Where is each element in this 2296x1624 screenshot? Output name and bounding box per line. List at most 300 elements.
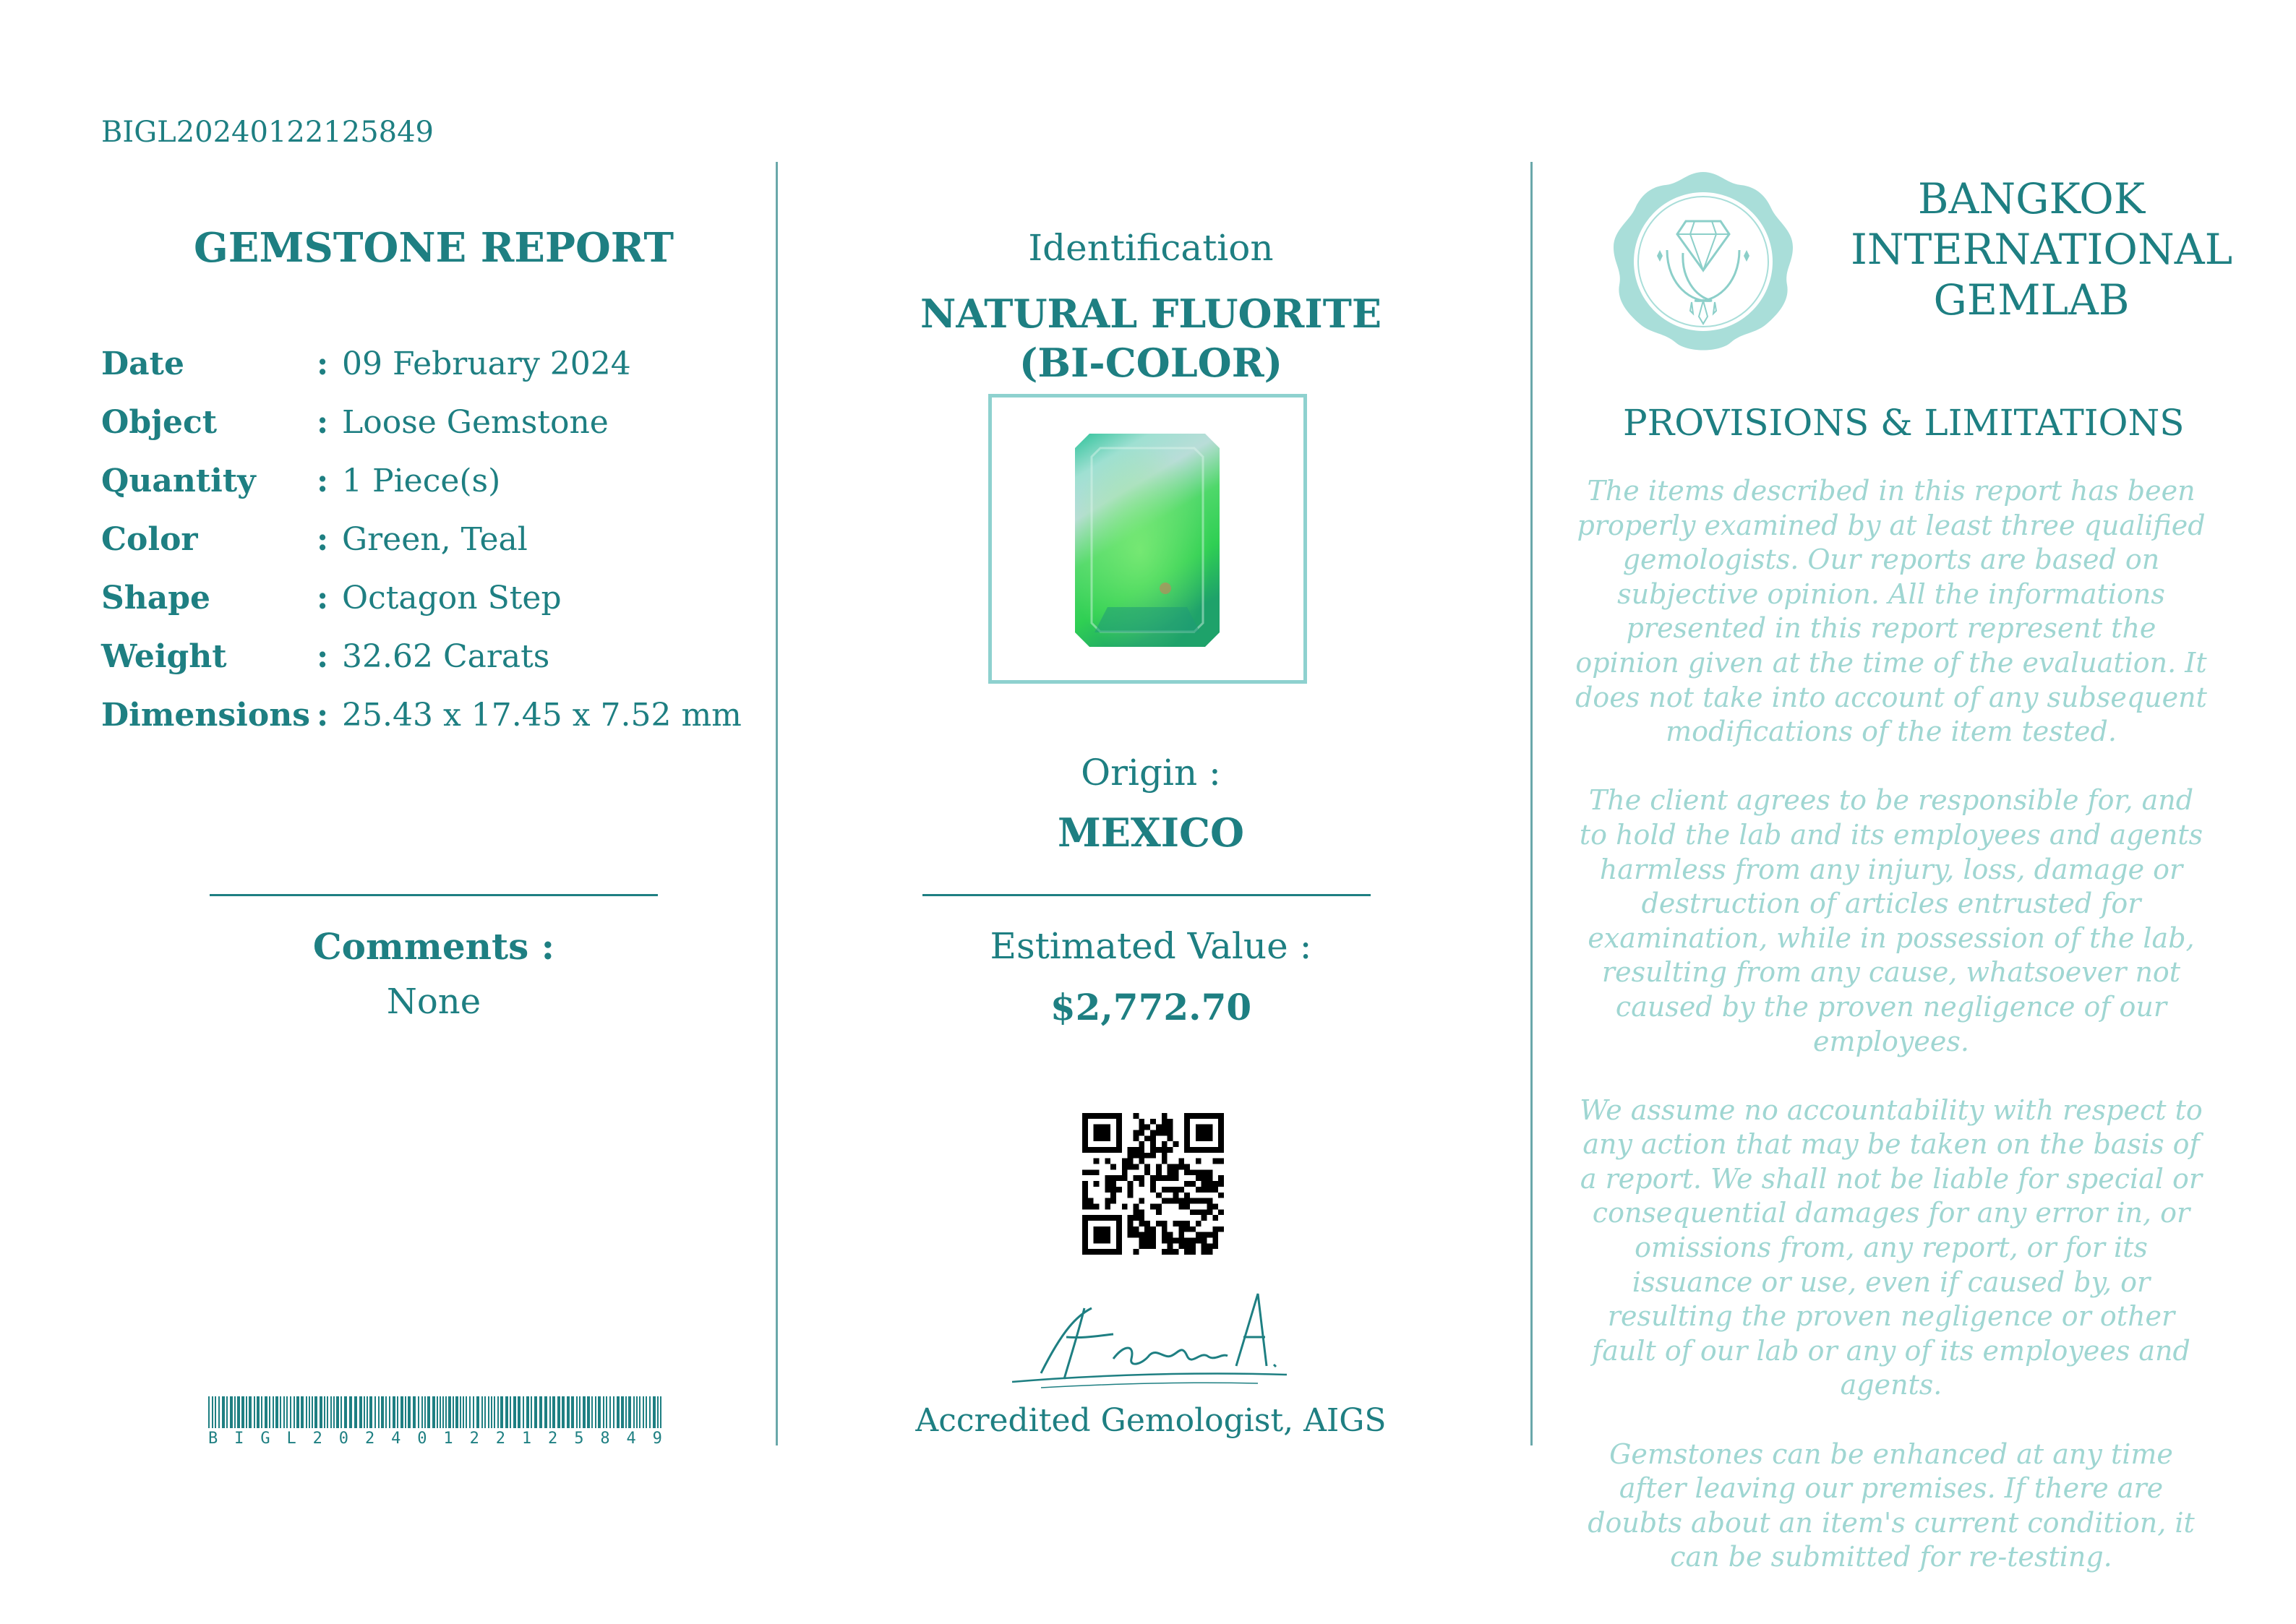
provisions-paragraph: The client agrees to be responsible for, and to hold the lab and its employees and agents harmless from any injury, loss, damage or destruction of articles entrusted for examination, while in possession of the lab, resulting from any cause, whatsoever not caused by the proven negligence of our employees. xyxy=(1579,784,2203,1057)
qr-module xyxy=(1207,1181,1212,1187)
qr-module xyxy=(1134,1130,1139,1136)
qr-module xyxy=(1173,1193,1178,1198)
qr-module xyxy=(1212,1203,1218,1209)
detail-value: 32.62 Carats xyxy=(342,638,550,675)
qr-module xyxy=(1207,1232,1212,1238)
qr-module xyxy=(1196,1232,1201,1238)
qr-module xyxy=(1110,1193,1116,1198)
barcode-char: 2 xyxy=(364,1430,375,1448)
qr-module xyxy=(1168,1175,1173,1181)
qr-module xyxy=(1144,1237,1150,1243)
qr-module xyxy=(1116,1237,1122,1243)
barcode-bar xyxy=(273,1396,274,1428)
qr-module xyxy=(1168,1164,1173,1170)
qr-module xyxy=(1178,1221,1184,1226)
lab-name-line-2: INTERNATIONAL xyxy=(1851,225,2233,274)
barcode-char: 1 xyxy=(443,1430,453,1448)
qr-module xyxy=(1218,1125,1224,1130)
qr-module xyxy=(1168,1198,1173,1204)
detail-label: Quantity xyxy=(101,463,256,499)
barcode-bar xyxy=(549,1396,551,1428)
qr-module xyxy=(1116,1113,1122,1119)
qr-module xyxy=(1190,1249,1196,1255)
barcode-bar xyxy=(571,1396,574,1428)
lab-name-line-3: GEMLAB xyxy=(1933,275,2130,325)
barcode-bar xyxy=(314,1396,317,1428)
qr-module xyxy=(1168,1232,1173,1238)
barcode-bar xyxy=(437,1396,438,1428)
barcode-bar xyxy=(453,1396,454,1428)
qr-module xyxy=(1082,1232,1088,1238)
qr-module xyxy=(1094,1125,1100,1130)
gemstone-image xyxy=(992,398,1303,680)
qr-module xyxy=(1128,1221,1134,1226)
barcode-bar xyxy=(301,1396,304,1428)
qr-module xyxy=(1110,1181,1116,1187)
qr-module xyxy=(1150,1147,1156,1153)
qr-module xyxy=(1134,1135,1139,1141)
qr-module xyxy=(1128,1153,1134,1159)
qr-module xyxy=(1162,1159,1168,1164)
qr-module xyxy=(1156,1209,1162,1215)
barcode-bar xyxy=(333,1396,335,1428)
qr-module xyxy=(1139,1119,1144,1125)
qr-module xyxy=(1178,1198,1184,1204)
qr-module xyxy=(1139,1141,1144,1147)
qr-module xyxy=(1116,1232,1122,1238)
qr-module xyxy=(1082,1147,1088,1153)
qr-module xyxy=(1122,1175,1128,1181)
barcode-bar xyxy=(324,1396,325,1428)
barcode-caption xyxy=(208,1430,662,1448)
qr-module xyxy=(1150,1237,1156,1243)
barcode-bar xyxy=(591,1396,593,1428)
qr-module xyxy=(1201,1187,1207,1193)
qr-module xyxy=(1178,1164,1184,1170)
qr-module xyxy=(1168,1147,1173,1153)
origin-label: Origin : xyxy=(1081,752,1221,794)
qr-module xyxy=(1178,1232,1184,1238)
qr-module xyxy=(1201,1209,1207,1215)
barcode-bar xyxy=(249,1396,252,1428)
qr-module xyxy=(1190,1243,1196,1249)
qr-module xyxy=(1094,1181,1100,1187)
qr-module xyxy=(1094,1147,1100,1153)
qr-module xyxy=(1128,1159,1134,1164)
qr-module xyxy=(1162,1221,1168,1226)
qr-module xyxy=(1173,1169,1178,1175)
barcode-bar xyxy=(296,1396,299,1428)
qr-module xyxy=(1150,1187,1156,1193)
qr-module xyxy=(1178,1243,1184,1249)
barcode-bar xyxy=(369,1396,372,1428)
qr-module xyxy=(1218,1226,1224,1232)
barcode-bar xyxy=(340,1396,342,1428)
qr-module xyxy=(1150,1135,1156,1141)
qr-module xyxy=(1082,1125,1088,1130)
qr-module xyxy=(1212,1232,1218,1238)
barcode-bar xyxy=(294,1396,295,1428)
lab-name xyxy=(1851,173,2233,325)
barcode-bar xyxy=(349,1396,352,1428)
qr-module xyxy=(1190,1181,1196,1187)
qr-module xyxy=(1168,1130,1173,1136)
barcode-char: 4 xyxy=(391,1430,401,1448)
qr-module xyxy=(1190,1209,1196,1215)
detail-colon: : xyxy=(317,638,329,675)
barcode-bar xyxy=(653,1396,656,1428)
qr-module xyxy=(1162,1113,1168,1119)
qr-module xyxy=(1212,1187,1218,1193)
qr-module xyxy=(1139,1243,1144,1249)
qr-module xyxy=(1139,1221,1144,1226)
barcode-bar xyxy=(613,1396,614,1428)
provisions-text xyxy=(1573,474,2209,1610)
qr-module xyxy=(1105,1113,1110,1119)
barcode-bar xyxy=(413,1396,416,1428)
qr-module xyxy=(1184,1125,1190,1130)
qr-module xyxy=(1150,1203,1156,1209)
barcode-bar xyxy=(265,1396,267,1428)
barcode-bar xyxy=(526,1396,529,1428)
barcode-bar xyxy=(222,1396,225,1428)
qr-module xyxy=(1139,1209,1144,1215)
qr-module xyxy=(1082,1181,1088,1187)
detail-colon: : xyxy=(317,404,329,441)
qr-module xyxy=(1168,1135,1173,1141)
qr-module xyxy=(1212,1226,1218,1232)
barcode-bar xyxy=(539,1396,542,1428)
qr-module xyxy=(1139,1175,1144,1181)
detail-value: Loose Gemstone xyxy=(342,404,609,441)
qr-module xyxy=(1156,1221,1162,1226)
qr-module xyxy=(1110,1164,1116,1170)
comments-value: None xyxy=(386,981,481,1022)
qr-module xyxy=(1190,1226,1196,1232)
barcode-char: 2 xyxy=(312,1430,322,1448)
barcode-char: 5 xyxy=(574,1430,584,1448)
report-title: GEMSTONE REPORT xyxy=(193,224,674,272)
qr-module xyxy=(1184,1164,1190,1170)
qr-module xyxy=(1134,1226,1139,1232)
qr-module xyxy=(1184,1113,1190,1119)
barcode-bar xyxy=(389,1396,390,1428)
estimated-value-amount: $2,772.70 xyxy=(1050,986,1252,1028)
detail-colon: : xyxy=(317,521,329,558)
barcode-char: 9 xyxy=(652,1430,662,1448)
barcode-bar xyxy=(364,1396,365,1428)
qr-module xyxy=(1184,1141,1190,1147)
qr-module xyxy=(1207,1187,1212,1193)
qr-module xyxy=(1082,1135,1088,1141)
qr-module xyxy=(1184,1181,1190,1187)
qr-module xyxy=(1184,1198,1190,1204)
barcode-char: 8 xyxy=(600,1430,610,1448)
qr-module xyxy=(1190,1169,1196,1175)
comments-label: Comments : xyxy=(312,925,555,968)
barcode-bar xyxy=(595,1396,596,1428)
qr-module xyxy=(1088,1215,1094,1221)
barcode-bar xyxy=(660,1396,661,1428)
qr-module xyxy=(1162,1187,1168,1193)
qr-module xyxy=(1196,1169,1201,1175)
qr-module xyxy=(1212,1113,1218,1119)
qr-module xyxy=(1218,1209,1224,1215)
qr-module xyxy=(1168,1187,1173,1193)
qr-module xyxy=(1156,1175,1162,1181)
qr-module xyxy=(1150,1226,1156,1232)
barcode-bar xyxy=(336,1396,339,1428)
qr-module xyxy=(1116,1125,1122,1130)
provisions-paragraph: Gemstones can be enhanced at any time after leaving our premises. If there are doubts about an item's current condition, it can be submitted for re-testing. xyxy=(1588,1438,2195,1573)
qr-module xyxy=(1144,1153,1150,1159)
barcode-bar xyxy=(237,1396,240,1428)
qr-module xyxy=(1150,1153,1156,1159)
qr-module xyxy=(1134,1203,1139,1209)
barcode-bar xyxy=(312,1396,313,1428)
barcode-bar xyxy=(275,1396,278,1428)
qr-module xyxy=(1201,1175,1207,1181)
barcode-bar xyxy=(646,1396,647,1428)
detail-colon: : xyxy=(317,580,329,616)
qr-module xyxy=(1201,1169,1207,1175)
qr-module xyxy=(1156,1169,1162,1175)
barcode-bar xyxy=(405,1396,406,1428)
qr-module xyxy=(1162,1175,1168,1181)
qr-module xyxy=(1105,1135,1110,1141)
qr-module xyxy=(1082,1169,1088,1175)
qr-module xyxy=(1082,1226,1088,1232)
qr-module xyxy=(1116,1187,1122,1193)
barcode-bar xyxy=(254,1396,255,1428)
qr-module xyxy=(1150,1181,1156,1187)
barcode-bar xyxy=(488,1396,489,1428)
qr-module xyxy=(1139,1232,1144,1238)
qr-module xyxy=(1094,1203,1100,1209)
barcode-bar xyxy=(327,1396,328,1428)
barcode-bar xyxy=(639,1396,641,1428)
barcode-bar xyxy=(469,1396,471,1428)
qr-module xyxy=(1110,1187,1116,1193)
qr-module xyxy=(1196,1237,1201,1243)
qr-module xyxy=(1094,1130,1100,1136)
qr-module xyxy=(1105,1198,1110,1204)
barcode-bar xyxy=(463,1396,464,1428)
barcode-bar xyxy=(497,1396,499,1428)
qr-module xyxy=(1218,1113,1224,1119)
barcode-bar xyxy=(657,1396,659,1428)
qr-module xyxy=(1168,1125,1173,1130)
detail-value: 25.43 x 17.45 x 7.52 mm xyxy=(342,697,742,734)
barcode-char: G xyxy=(260,1430,270,1448)
qr-module xyxy=(1100,1135,1105,1141)
qr-module xyxy=(1128,1215,1134,1221)
identification-label: Identification xyxy=(1028,227,1274,269)
qr-module xyxy=(1184,1203,1190,1209)
barcode-bar xyxy=(408,1396,411,1428)
qr-module xyxy=(1201,1130,1207,1136)
barcode-bar xyxy=(344,1396,347,1428)
qr-module xyxy=(1144,1221,1150,1226)
qr-module xyxy=(1190,1237,1196,1243)
barcode-bar xyxy=(609,1396,611,1428)
barcode-bar xyxy=(455,1396,458,1428)
barcode-bar xyxy=(481,1396,483,1428)
qr-module xyxy=(1168,1243,1173,1249)
qr-module xyxy=(1105,1249,1110,1255)
qr-module xyxy=(1201,1215,1207,1221)
barcode-bar xyxy=(587,1396,590,1428)
barcode-bar xyxy=(269,1396,270,1428)
qr-module xyxy=(1139,1130,1144,1136)
qr-module xyxy=(1082,1119,1088,1125)
barcode-bar xyxy=(523,1396,524,1428)
barcode-bar xyxy=(306,1396,307,1428)
qr-module xyxy=(1116,1135,1122,1141)
qr-module xyxy=(1122,1169,1128,1175)
qr-module xyxy=(1173,1237,1178,1243)
qr-module xyxy=(1201,1237,1207,1243)
qr-module xyxy=(1082,1243,1088,1249)
qr-module xyxy=(1110,1249,1116,1255)
signature-caption: Accredited Gemologist, AIGS xyxy=(915,1402,1387,1439)
qr-module xyxy=(1116,1119,1122,1125)
qr-module xyxy=(1218,1193,1224,1198)
qr-module xyxy=(1134,1215,1139,1221)
detail-label: Weight xyxy=(101,638,227,675)
barcode-bar xyxy=(442,1396,444,1428)
barcode-char: L xyxy=(286,1430,296,1448)
qr-module xyxy=(1184,1130,1190,1136)
qr-module xyxy=(1196,1135,1201,1141)
qr-module xyxy=(1082,1141,1088,1147)
qr-module xyxy=(1150,1130,1156,1136)
qr-module xyxy=(1173,1198,1178,1204)
qr-module xyxy=(1139,1198,1144,1204)
qr-module xyxy=(1162,1249,1168,1255)
qr-module xyxy=(1144,1243,1150,1249)
qr-module xyxy=(1190,1147,1196,1153)
qr-module xyxy=(1094,1249,1100,1255)
qr-module xyxy=(1178,1226,1184,1232)
value-divider xyxy=(922,894,1371,896)
qr-module xyxy=(1184,1169,1190,1175)
qr-module xyxy=(1201,1147,1207,1153)
qr-module xyxy=(1100,1226,1105,1232)
qr-module xyxy=(1144,1125,1150,1130)
qr-module xyxy=(1134,1153,1139,1159)
barcode-bar xyxy=(424,1396,426,1428)
qr-module xyxy=(1094,1215,1100,1221)
identification-line-1: NATURAL FLUORITE xyxy=(920,291,1382,337)
qr-module xyxy=(1105,1130,1110,1136)
barcode-bar xyxy=(466,1396,467,1428)
qr-module xyxy=(1116,1130,1122,1136)
qr-module xyxy=(1184,1237,1190,1243)
qr-module xyxy=(1173,1187,1178,1193)
barcode-bar xyxy=(500,1396,503,1428)
barcode-bar xyxy=(385,1396,387,1428)
estimated-value-label: Estimated Value : xyxy=(990,925,1312,967)
qr-module xyxy=(1082,1187,1088,1193)
qr-module xyxy=(1082,1198,1088,1204)
barcode-bar xyxy=(330,1396,332,1428)
barcode-bar xyxy=(603,1396,604,1428)
detail-value: Green, Teal xyxy=(342,521,528,558)
identification-name xyxy=(826,289,1476,387)
barcode-bar xyxy=(534,1396,537,1428)
barcode-bar xyxy=(421,1396,423,1428)
qr-module xyxy=(1212,1181,1218,1187)
barcode-bar xyxy=(598,1396,601,1428)
qr-module xyxy=(1207,1147,1212,1153)
barcode-bar xyxy=(354,1396,357,1428)
qr-module xyxy=(1196,1209,1201,1215)
qr-module xyxy=(1116,1141,1122,1147)
qr-module xyxy=(1196,1187,1201,1193)
detail-colon: : xyxy=(317,345,329,382)
qr-module xyxy=(1212,1243,1218,1249)
qr-module xyxy=(1100,1215,1105,1221)
qr-module xyxy=(1134,1249,1139,1255)
barcode-bar xyxy=(531,1396,532,1428)
barcode-bar xyxy=(226,1396,228,1428)
barcode-bar xyxy=(633,1396,635,1428)
barcode-bar xyxy=(400,1396,403,1428)
barcode-bar xyxy=(234,1396,236,1428)
qr-module xyxy=(1218,1135,1224,1141)
qr-module xyxy=(1162,1119,1168,1125)
qr-module xyxy=(1122,1159,1128,1164)
qr-module xyxy=(1094,1226,1100,1232)
qr-module xyxy=(1196,1198,1201,1204)
qr-module xyxy=(1094,1237,1100,1243)
qr-module xyxy=(1088,1169,1094,1175)
column-divider-right xyxy=(1530,162,1533,1445)
qr-module xyxy=(1150,1175,1156,1181)
barcode-bar xyxy=(374,1396,376,1428)
barcode-bar xyxy=(606,1396,607,1428)
barcode-bar xyxy=(643,1396,644,1428)
qr-module xyxy=(1218,1119,1224,1125)
qr-module xyxy=(1156,1164,1162,1170)
qr-module xyxy=(1173,1164,1178,1170)
gem-photo-frame xyxy=(988,394,1307,684)
barcode-bar xyxy=(513,1396,516,1428)
qr-module xyxy=(1201,1181,1207,1187)
qr-module xyxy=(1184,1135,1190,1141)
barcode-bar xyxy=(491,1396,492,1428)
barcode-bar xyxy=(378,1396,380,1428)
qr-module xyxy=(1128,1147,1134,1153)
barcode-bar xyxy=(557,1396,560,1428)
qr-module xyxy=(1178,1159,1184,1164)
barcode-bar xyxy=(505,1396,508,1428)
barcode-char: 4 xyxy=(626,1430,636,1448)
detail-label: Object xyxy=(101,404,218,441)
qr-module xyxy=(1144,1226,1150,1232)
qr-module xyxy=(1162,1130,1168,1136)
barcode-bar xyxy=(320,1396,322,1428)
qr-module xyxy=(1207,1169,1212,1175)
qr-module xyxy=(1184,1193,1190,1198)
qr-module xyxy=(1218,1147,1224,1153)
qr-module xyxy=(1105,1203,1110,1209)
qr-module xyxy=(1128,1187,1134,1193)
qr-module xyxy=(1196,1130,1201,1136)
qr-module xyxy=(1105,1187,1110,1193)
lab-name-line-1: BANGKOK xyxy=(1917,174,2146,223)
